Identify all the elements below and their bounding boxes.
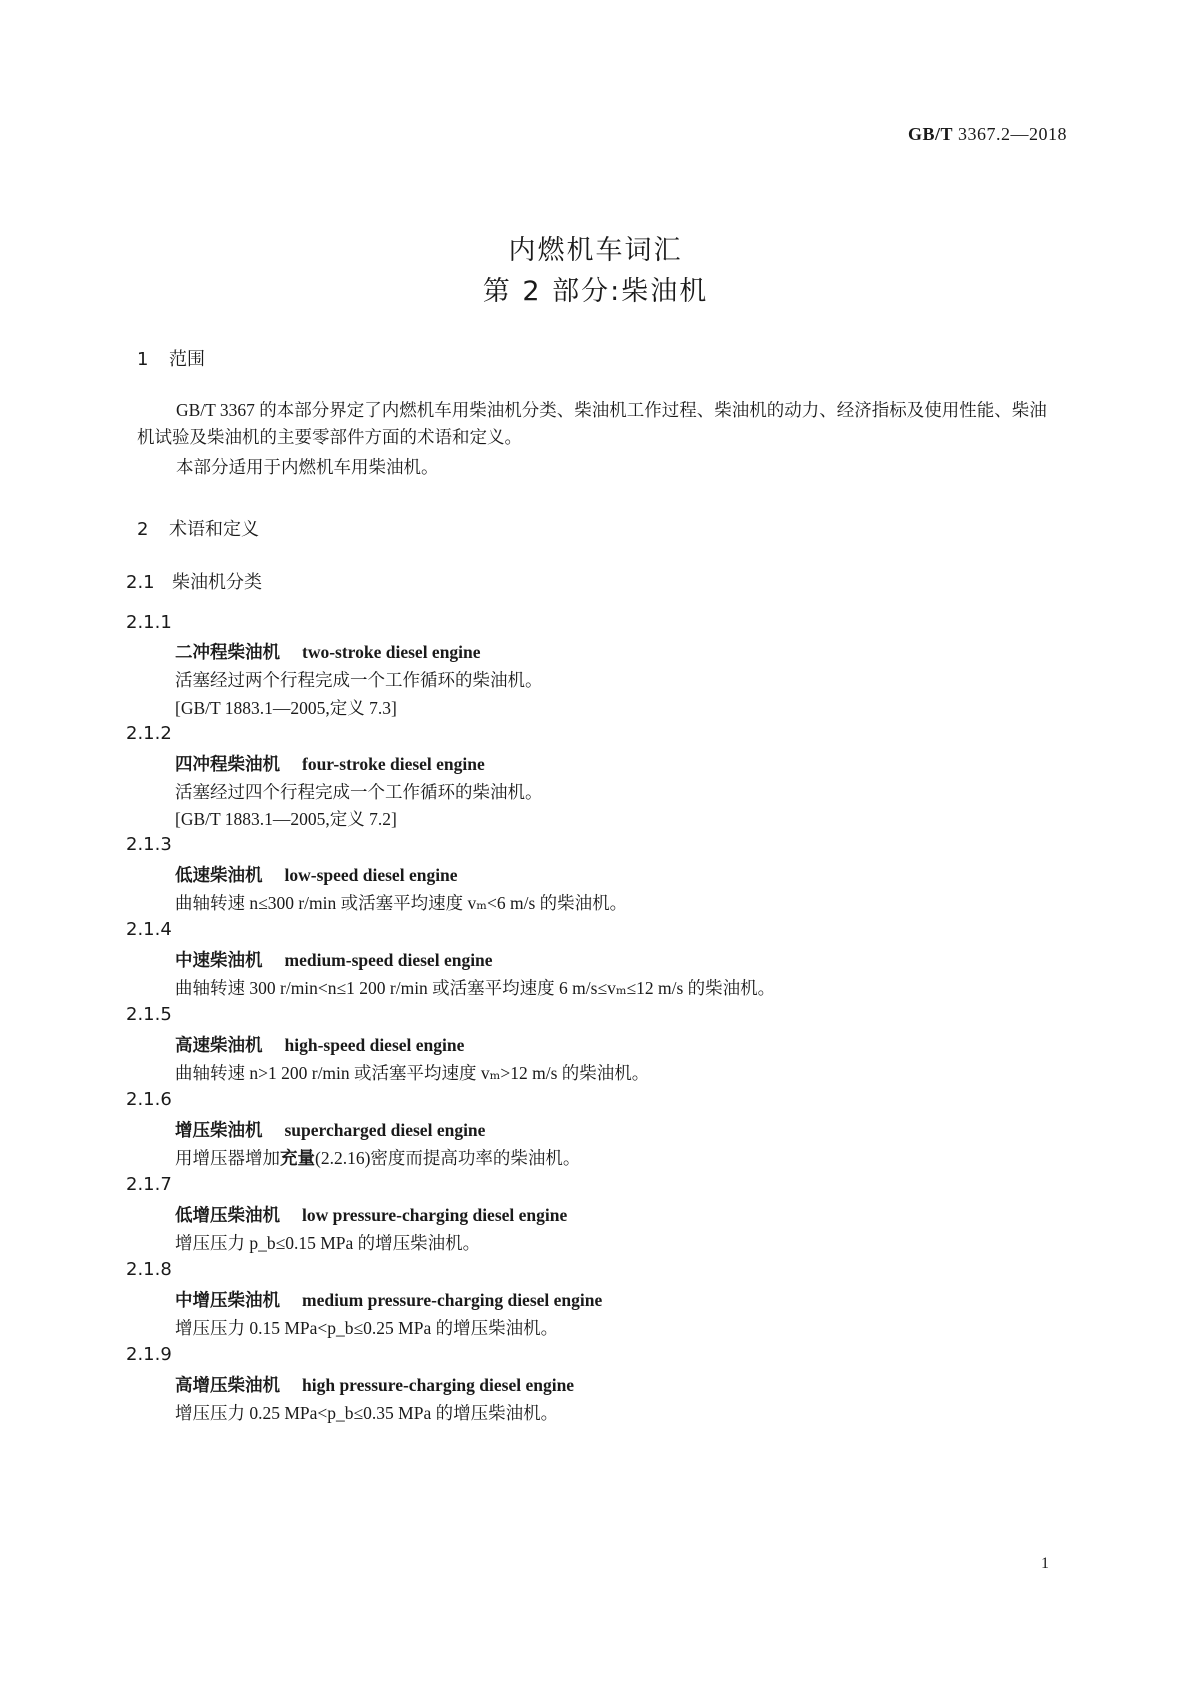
- term-en: four-stroke diesel engine: [302, 754, 485, 774]
- term-cn: 四冲程柴油机: [175, 755, 280, 775]
- term-cn: 低速柴油机: [175, 866, 263, 886]
- term-cn: 二冲程柴油机: [175, 643, 280, 663]
- term-en: low pressure-charging diesel engine: [302, 1205, 568, 1225]
- section-number: 1: [137, 349, 149, 370]
- term-definition: [175, 1145, 580, 1170]
- standard-code-prefix: GB/T: [907, 124, 953, 144]
- term-en: high pressure-charging diesel engine: [302, 1375, 575, 1395]
- section-1-heading: [137, 345, 205, 371]
- term-heading: [175, 947, 493, 972]
- term-definition: 曲轴转速 300 r/min<n≤1 200 r/min 或活塞平均速度 6 m/s≤vₘ≤12 m/s 的柴油机。: [175, 978, 776, 998]
- term-heading: [175, 1202, 567, 1227]
- term-number: 2.1.9: [126, 1344, 172, 1365]
- standard-code-number: 3367.2—2018: [958, 124, 1067, 144]
- scope-paragraph-2: 本部分适用于内燃机车用柴油机。: [176, 457, 439, 477]
- term-definition: 曲轴转速 n≤300 r/min 或活塞平均速度 vₘ<6 m/s 的柴油机。: [175, 893, 628, 913]
- cross-reference-term: 充量: [280, 1149, 315, 1169]
- term-en: supercharged diesel engine: [284, 1120, 486, 1140]
- term-definition: 曲轴转速 n>1 200 r/min 或活塞平均速度 vₘ>12 m/s 的柴油机。: [175, 1063, 650, 1083]
- section-2-1-heading: [126, 568, 262, 594]
- term-number: 2.1.1: [126, 612, 172, 633]
- term-definition: 增压压力 0.15 MPa<p_b≤0.25 MPa 的增压柴油机。: [175, 1318, 559, 1338]
- page-number: 1: [1041, 1555, 1049, 1572]
- term-heading: [175, 751, 485, 776]
- term-source: [GB/T 1883.1—2005,定义 7.3]: [175, 698, 397, 718]
- term-source: [GB/T 1883.1—2005,定义 7.2]: [175, 809, 397, 829]
- term-definition-pre: 用增压器增加: [175, 1148, 280, 1168]
- term-en: medium pressure-charging diesel engine: [302, 1290, 603, 1310]
- term-cn: 高增压柴油机: [175, 1376, 280, 1396]
- document-subtitle: 第 2 部分:柴油机: [482, 276, 709, 307]
- section-title: 术语和定义: [169, 519, 259, 540]
- term-number: 2.1.8: [126, 1259, 172, 1280]
- term-definition: 增压压力 p_b≤0.15 MPa 的增压柴油机。: [175, 1233, 481, 1253]
- term-heading: [175, 1372, 574, 1397]
- term-heading: [175, 862, 458, 887]
- term-number: 2.1.6: [126, 1089, 172, 1110]
- section-title: 范围: [169, 349, 205, 370]
- term-cn: 中速柴油机: [175, 951, 263, 971]
- section-2-heading: [137, 515, 259, 541]
- term-number: 2.1.2: [126, 723, 172, 744]
- scope-paragraph-1: GB/T 3367 的本部分界定了内燃机车用柴油机分类、柴油机工作过程、柴油机的动力、经济指标及使用性能、柴油机试验及柴油机的主要零部件方面的术语和定义。: [137, 400, 1047, 447]
- term-en: medium-speed diesel engine: [284, 950, 493, 970]
- term-en: two-stroke diesel engine: [302, 642, 481, 662]
- section-title: 柴油机分类: [172, 572, 262, 593]
- term-cn: 增压柴油机: [175, 1121, 263, 1141]
- section-number: 2: [137, 519, 149, 540]
- term-number: 2.1.7: [126, 1174, 172, 1195]
- term-definition: 活塞经过四个行程完成一个工作循环的柴油机。: [175, 782, 543, 802]
- term-definition-post: (2.2.16)密度而提高功率的柴油机。: [315, 1148, 581, 1168]
- term-number: 2.1.5: [126, 1004, 172, 1025]
- term-heading: [175, 1287, 602, 1312]
- term-cn: 中增压柴油机: [175, 1291, 280, 1311]
- term-en: high-speed diesel engine: [284, 1035, 465, 1055]
- term-en: low-speed diesel engine: [284, 865, 458, 885]
- section-number: 2.1: [126, 572, 155, 593]
- term-cn: 低增压柴油机: [175, 1206, 280, 1226]
- term-cn: 高速柴油机: [175, 1036, 263, 1056]
- term-definition: 增压压力 0.25 MPa<p_b≤0.35 MPa 的增压柴油机。: [175, 1403, 559, 1423]
- document-title: 内燃机车词汇: [508, 235, 683, 266]
- term-definition: 活塞经过两个行程完成一个工作循环的柴油机。: [175, 670, 543, 690]
- term-number: 2.1.4: [126, 919, 172, 940]
- term-heading: [175, 1117, 485, 1142]
- term-heading: [175, 639, 481, 664]
- standard-code: [908, 124, 1067, 145]
- term-heading: [175, 1032, 464, 1057]
- term-number: 2.1.3: [126, 834, 172, 855]
